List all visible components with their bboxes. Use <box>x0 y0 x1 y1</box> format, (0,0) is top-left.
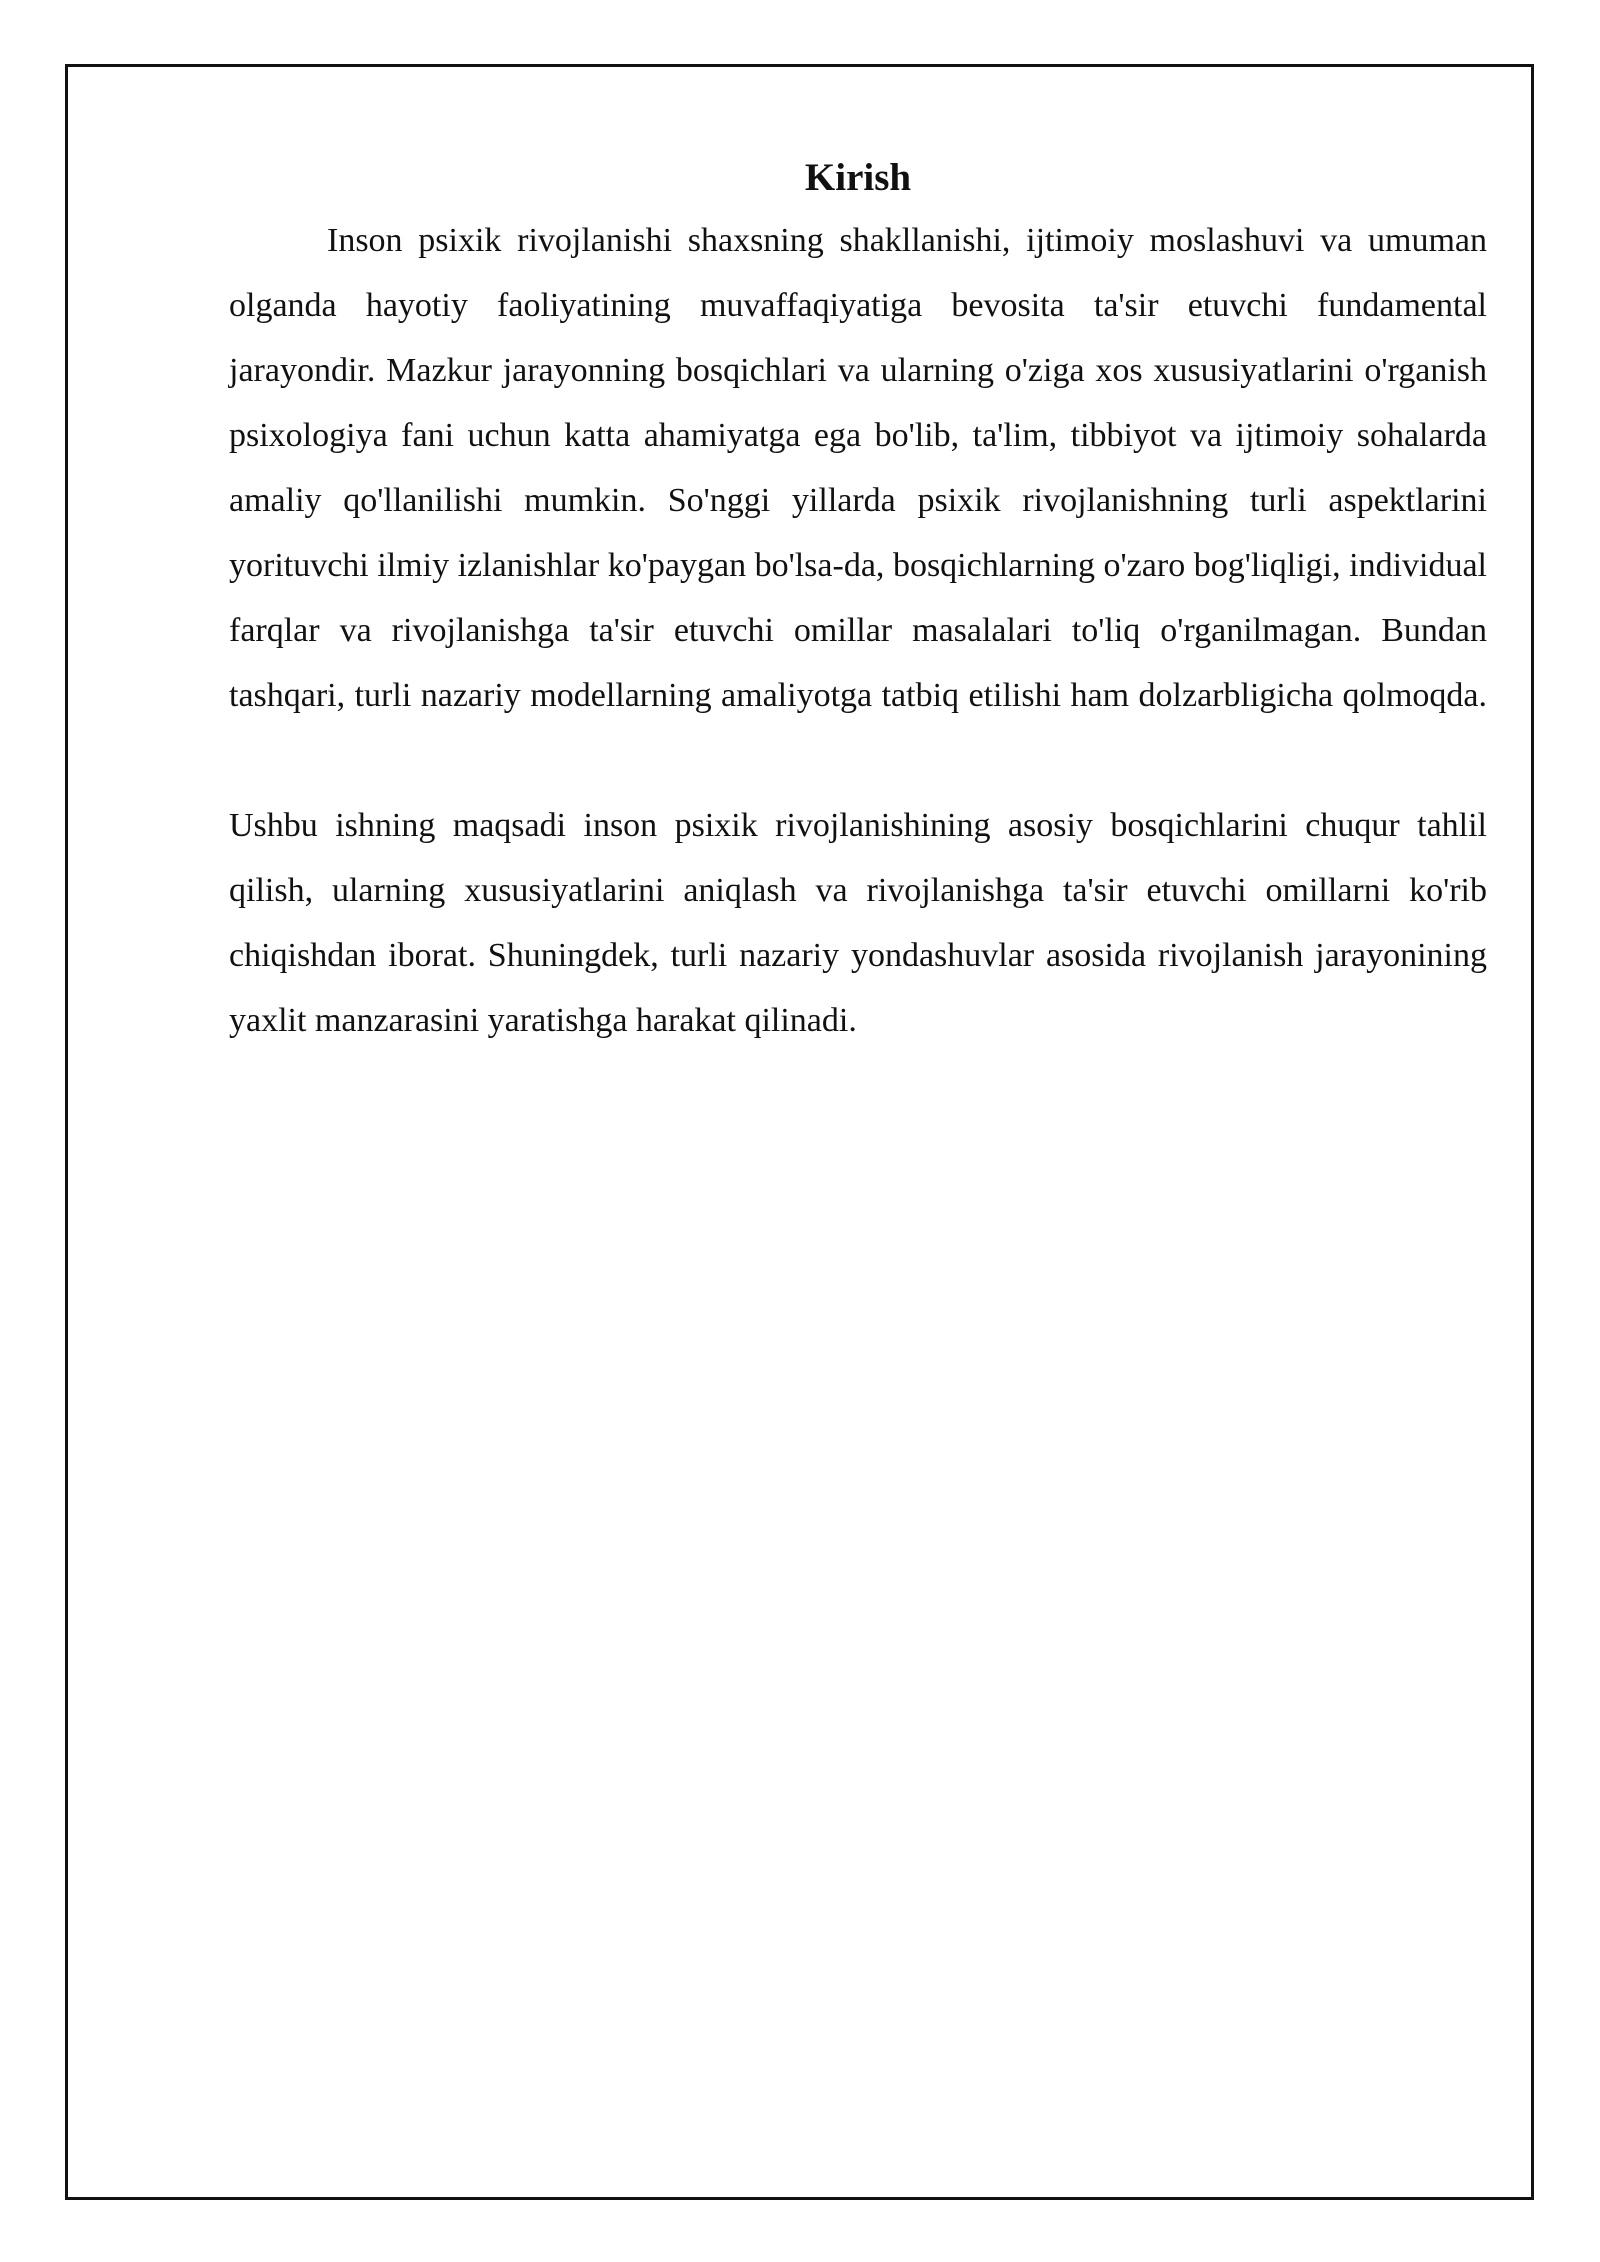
section-title: Kirish <box>804 156 912 199</box>
paragraph-gap <box>229 728 1487 793</box>
document-body <box>229 148 1487 1053</box>
paragraph-intro: Inson psixik rivojlanishi shaxsning shakllanishi, ijtimoiy moslashuvi va umuman olganda hayotiy faoliyatining muvaffaqiyatiga bevosita ta'sir etuvchi fundamental jarayondir. Mazkur jarayonning bosqichlari va ularning o'ziga xos xususiyatlarini o'rganish psixologiya fani uchun katta ahamiyatga ega bo'lib, ta'lim, tibbiyot va ijtimoiy sohalarda amaliy qo'llanilishi mumkin. So'nggi yillarda psixik rivojlanishning turli aspektlarini yorituvchi ilmiy izlanishlar ko'paygan bo'lsa-da, bosqichlarning o'zaro bog'liqligi, individual farqlar va rivojlanishga ta'sir etuvchi omillar masalalari to'liq o'rganilmagan. Bundan tashqari, turli nazariy modellarning amaliyotga tatbiq etilishi ham dolzarbligicha qolmoqda. <box>229 222 1487 714</box>
paragraph-goal: Ushbu ishning maqsadi inson psixik rivojlanishining asosiy bosqichlarini chuqur tahlil qilish, ularning xususiyatlarini aniqlash va rivojlanishga ta'sir etuvchi omillarni ko'rib chiqishdan iborat. Shuningdek, turli nazariy yondashuvlar asosida rivojlanish jarayonining yaxlit manzarasini yaratishga harakat qilinadi. <box>229 807 1487 1039</box>
